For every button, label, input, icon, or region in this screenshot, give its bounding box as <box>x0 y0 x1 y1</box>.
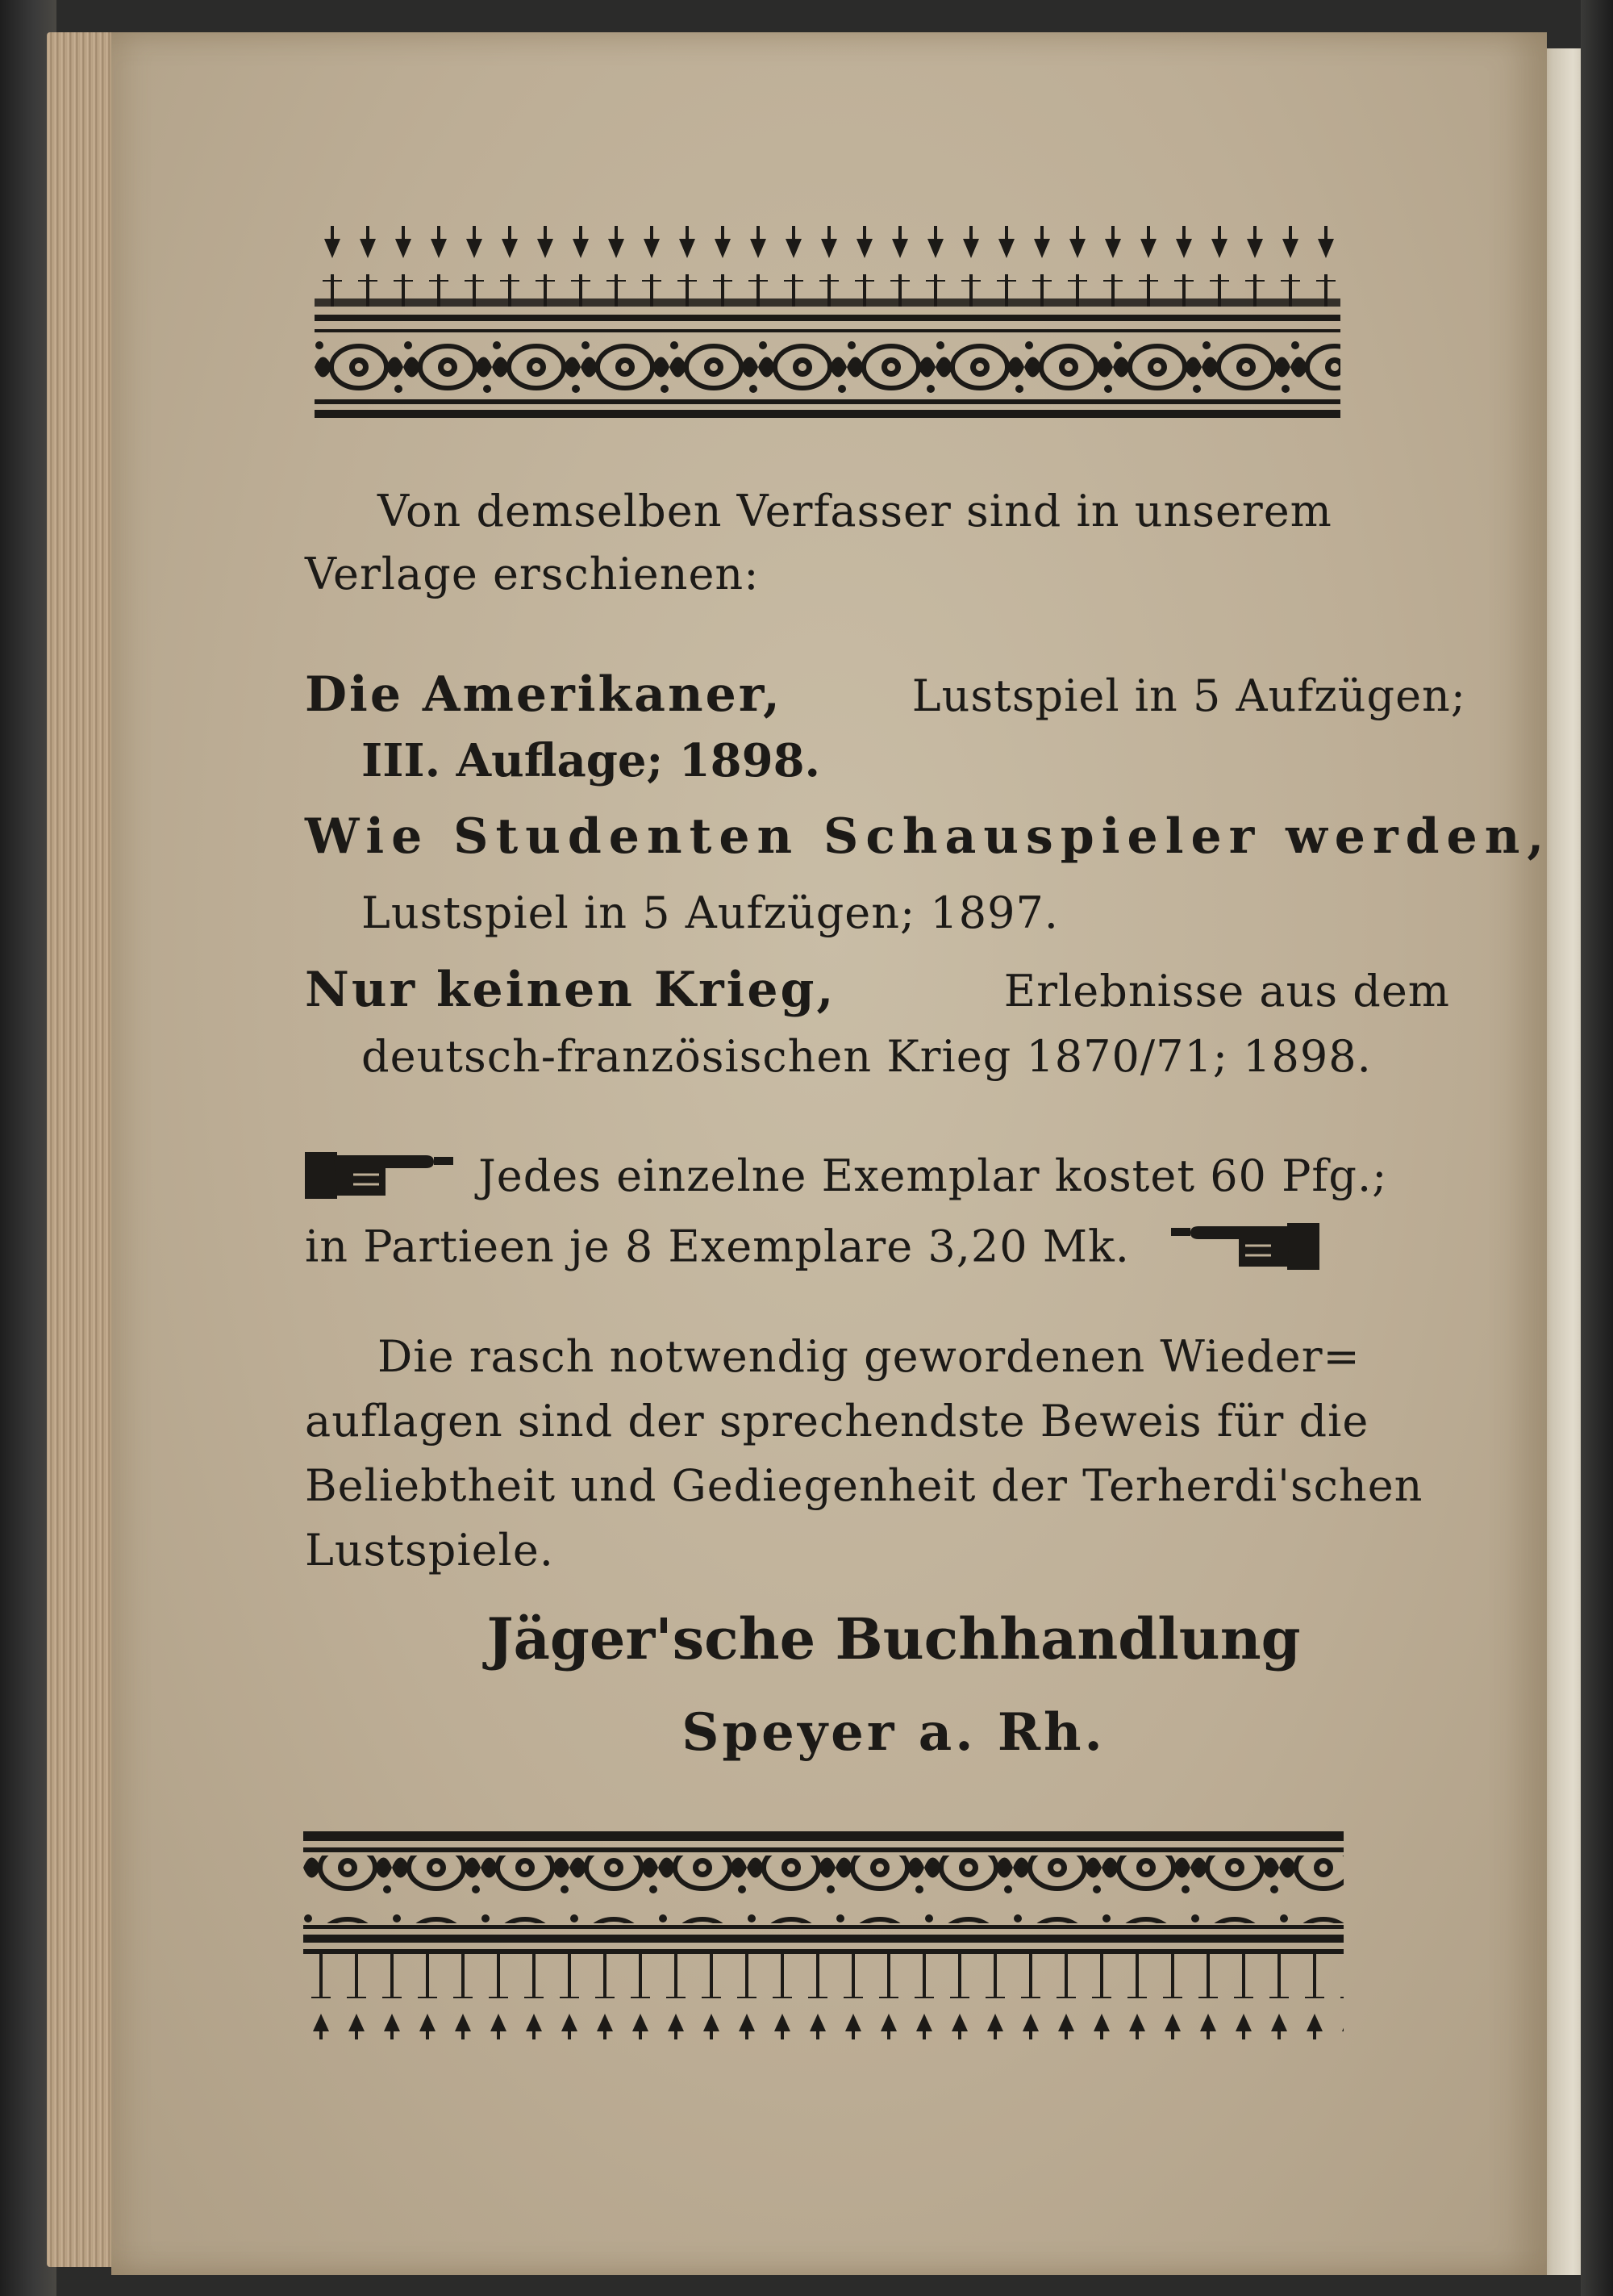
closing-line-4: Lustspiele. <box>305 1525 554 1576</box>
closing-line-2: auflagen sind der sprechendste Beweis für die <box>305 1396 1369 1446</box>
work-1-title: Die Amerikaner, <box>305 666 782 723</box>
work-1-desc: Lustspiel in 5 Aufzügen; <box>911 670 1466 721</box>
bottom-ornament <box>111 1831 1547 2017</box>
publisher-name: Jäger'sche Buchhandlung <box>486 1605 1301 1672</box>
top-ornament <box>111 186 1547 371</box>
price-text-2: in Partieen je 8 Exemplare 3,20 Mk. <box>305 1221 1130 1272</box>
intro-line-2: Verlage erschienen: <box>305 549 760 599</box>
page-edges <box>47 32 119 2267</box>
work-3-title: Nur keinen Krieg, <box>305 962 836 1018</box>
work-2-desc: Lustspiel in 5 Aufzügen; 1897. <box>361 887 1059 938</box>
price-text-1: Jedes einzelne Exemplar kostet 60 Pfg.; <box>478 1150 1388 1201</box>
book-page <box>111 32 1552 2275</box>
work-3-title-row <box>305 962 1450 1018</box>
work-1-title-row <box>305 666 1466 723</box>
closing-line-3: Beliebtheit und Gediegenheit der Terherdi'schen <box>305 1460 1423 1511</box>
intro-text-1: Von demselben Verfasser sind in unserem <box>377 486 1332 536</box>
price-line-1 <box>305 1146 1387 1205</box>
book-binding-right <box>1581 0 1613 2296</box>
pointing-hand-left-icon <box>1166 1217 1319 1276</box>
intro-line-1 <box>377 486 1450 536</box>
work-2-title: Wie Studenten Schauspieler werden, <box>305 808 1552 865</box>
work-3-desc-2: deutsch-französischen Krieg 1870/71; 1898. <box>361 1031 1372 1082</box>
price-line-2 <box>305 1217 1319 1276</box>
publisher-location: Speyer a. Rh. <box>681 1702 1106 1763</box>
pointing-hand-right-icon <box>305 1146 458 1205</box>
work-3-desc: Erlebnisse aus dem <box>1003 966 1450 1017</box>
work-1-edition: III. Auflage; 1898. <box>361 734 821 787</box>
closing-line-1: Die rasch notwendig gewordenen Wieder= <box>377 1331 1361 1382</box>
